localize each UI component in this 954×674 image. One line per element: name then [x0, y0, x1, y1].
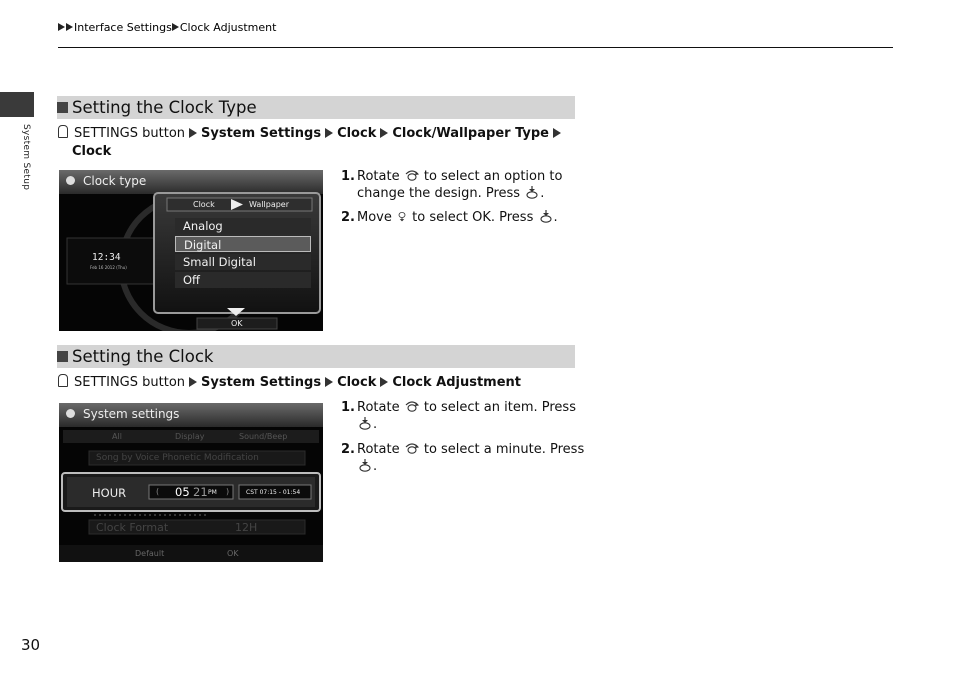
arrow-icon — [325, 128, 333, 138]
clock-adjust-screen — [59, 403, 323, 562]
tab-all[interactable]: All — [112, 432, 122, 441]
ampm-value[interactable]: PM — [208, 489, 217, 496]
step-number: 2. — [341, 210, 355, 225]
path-start: SETTINGS button — [74, 375, 186, 390]
path-item: System Settings — [201, 375, 322, 390]
breadcrumb-level1[interactable]: Interface Settings — [74, 21, 172, 34]
step-text: . — [373, 417, 378, 432]
breadcrumb — [58, 21, 276, 34]
arrow-icon — [553, 128, 561, 138]
step-text: change the design. Press — [357, 186, 521, 201]
hour-label: HOUR — [92, 486, 127, 500]
press-knob-icon — [524, 186, 540, 199]
section-heading-clock-type — [57, 96, 575, 119]
clock-type-screen — [59, 170, 323, 331]
step-text: Rotate — [357, 400, 400, 415]
option-analog[interactable]: Analog — [175, 218, 311, 234]
tab-clock[interactable]: Clock — [193, 200, 215, 209]
bracket-left: ( — [156, 487, 160, 496]
section-heading-clock — [57, 345, 575, 368]
arrow-icon — [380, 377, 388, 387]
square-bullet-icon — [57, 351, 68, 362]
step-number: 2. — [341, 442, 355, 457]
square-bullet-icon — [57, 102, 68, 113]
rotate-knob-icon — [404, 169, 420, 182]
step-2 — [341, 209, 571, 227]
move-knob-icon — [396, 210, 408, 223]
section-title: Setting the Clock — [72, 347, 214, 366]
rotate-knob-icon — [404, 400, 420, 413]
arrow-icon — [189, 128, 197, 138]
gear-icon — [66, 409, 75, 418]
path-start: SETTINGS button — [74, 126, 186, 141]
dst-range: CST 07:15 - 01:54 — [246, 489, 301, 496]
gear-icon — [66, 176, 75, 185]
preview-date: Feb 16 2012 (Thu) — [90, 265, 127, 270]
breadcrumb-level2[interactable]: Clock Adjustment — [179, 21, 277, 34]
screen-title-text: Clock type — [83, 174, 147, 188]
step-number: 1. — [341, 400, 355, 415]
path-item: Clock — [337, 126, 377, 141]
step-text: . — [553, 210, 558, 225]
home-button-icon — [58, 374, 68, 387]
row-song-by-voice[interactable]: Song by Voice Phonetic Modification — [96, 453, 259, 463]
default-button[interactable]: Default — [135, 549, 165, 558]
press-knob-icon — [357, 417, 373, 430]
option-small-digital[interactable]: Small Digital — [175, 254, 311, 270]
arrow-icon — [380, 128, 388, 138]
step-text: to select a minute. Press — [423, 442, 585, 457]
screen-title-text: System settings — [83, 407, 180, 421]
screen-background — [59, 403, 323, 562]
step-text: Move — [357, 210, 392, 225]
minute-value[interactable]: 21 — [193, 485, 208, 499]
tab-wallpaper[interactable]: Wallpaper — [249, 200, 290, 209]
clock-format-value[interactable]: 12H — [235, 521, 258, 534]
step-number: 1. — [341, 169, 355, 184]
step-text: . Press — [490, 210, 534, 225]
tab-sound-beep[interactable]: Sound/Beep — [239, 432, 288, 441]
step-2 — [341, 441, 585, 477]
bracket-right: ) — [226, 487, 230, 496]
settings-path — [58, 125, 565, 143]
settings-path-cont — [72, 143, 111, 161]
press-knob-icon — [357, 459, 373, 472]
path-item: Clock/Wallpaper Type — [392, 126, 549, 141]
option-off[interactable]: Off — [175, 272, 311, 288]
step-text: Rotate — [357, 442, 400, 457]
step-text: . — [540, 186, 545, 201]
side-tab-marker — [0, 92, 34, 117]
home-button-icon — [58, 125, 68, 138]
step-ok: OK — [472, 210, 491, 225]
arrow-icon — [66, 23, 73, 31]
section-title: Setting the Clock Type — [72, 98, 257, 117]
step-text: to select an option to — [423, 169, 563, 184]
arrow-icon — [189, 377, 197, 387]
header-rule — [58, 47, 893, 48]
rotate-knob-icon — [404, 442, 420, 455]
screen-title — [59, 403, 179, 425]
path-item: Clock — [72, 144, 112, 159]
page-number: 30 — [21, 636, 41, 654]
tab-display[interactable]: Display — [175, 432, 205, 441]
settings-path — [58, 374, 521, 392]
step-text: to select an item. Press — [423, 400, 576, 415]
screen-title — [59, 170, 146, 192]
step-1 — [341, 399, 576, 435]
clock-format-label[interactable]: Clock Format — [96, 521, 169, 534]
arrow-icon — [325, 377, 333, 387]
step-text: to select — [412, 210, 468, 225]
side-tab-label: System Setup — [21, 124, 31, 191]
ok-button[interactable]: OK — [227, 549, 239, 558]
arrow-icon — [58, 23, 65, 31]
path-item: Clock Adjustment — [392, 375, 522, 390]
arrow-icon — [172, 23, 179, 31]
step-text: Rotate — [357, 169, 400, 184]
option-digital-selected[interactable]: Digital — [175, 236, 311, 252]
path-item: Clock — [337, 375, 377, 390]
step-text: . — [373, 459, 378, 474]
path-item: System Settings — [201, 126, 322, 141]
hour-value[interactable]: 05 — [175, 485, 190, 499]
press-knob-icon — [538, 210, 554, 223]
preview-time: 12:34 — [92, 252, 121, 263]
ok-button[interactable]: OK — [231, 319, 243, 328]
step-1 — [341, 168, 571, 204]
